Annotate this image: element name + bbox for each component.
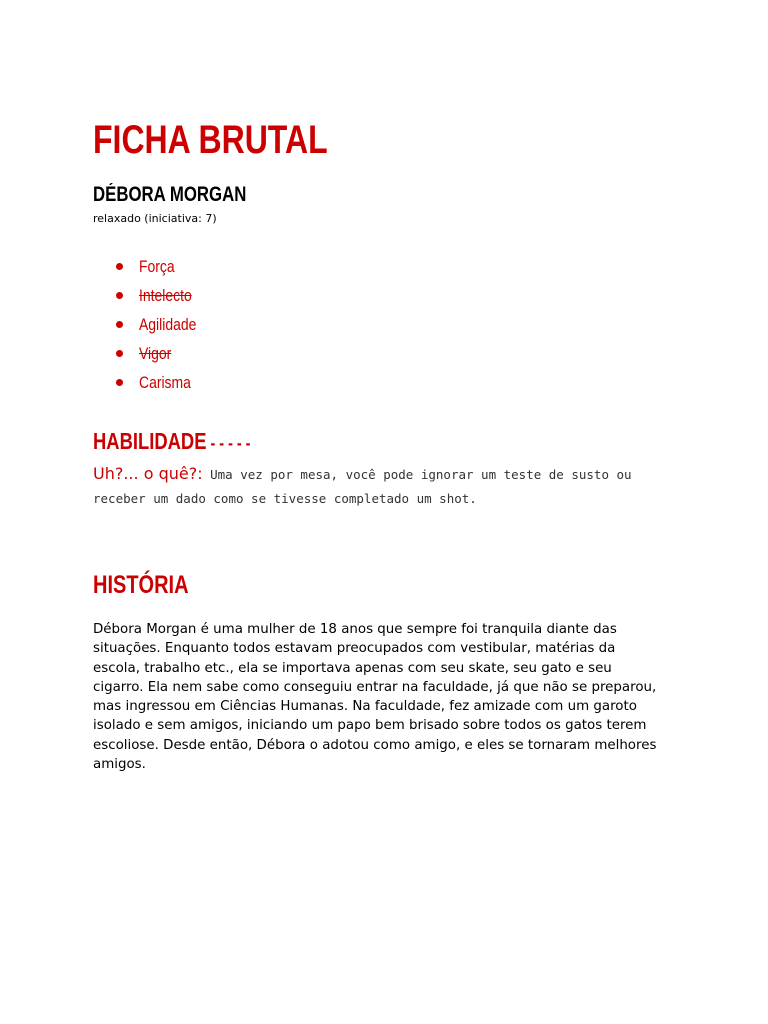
ability-heading-dashes: - - - - - [206,433,251,453]
attribute-list [112,252,209,397]
attribute-item-intelecto [112,281,209,310]
attribute-label: Intelecto [139,286,192,305]
attribute-item-carisma [112,368,209,397]
attribute-item-vigor [112,339,209,368]
attribute-label: Vigor [139,344,172,363]
history-line: cigarro. Ela nem sabe como conseguiu entrar na faculdade, já que não se preparou, [93,679,657,695]
attribute-item-forca [112,252,209,281]
sheet-title: FICHA BRUTAL [93,118,328,162]
history-line: escoliose. Desde então, Débora o adotou como amigo, e eles se tornaram melhores [93,737,657,753]
ability-description-line: receber um dado como se tivesse completado um shot. [93,491,477,506]
history-line: isolado e sem amigos, iniciando um papo bem brisado sobre todos os gatos terem [93,718,647,734]
attribute-label: Força [139,257,175,276]
ability-heading [93,428,250,456]
ability-block [93,462,693,511]
ability-line [93,462,693,487]
history-line: situações. Enquanto todos estavam preocupados com vestibular, matérias da [93,641,616,657]
attribute-item-agilidade [112,310,209,339]
history-line: Débora Morgan é uma mulher de 18 anos que sempre foi tranquila diante das [93,622,617,637]
character-initiative: relaxado (iniciativa: 7) [93,212,217,225]
history-line: escola, trabalho etc., ela se importava apenas com seu skate, seu gato e seu [93,660,612,676]
ability-name: Uh?... o quê?: [93,464,203,483]
history-line: amigos. [93,757,146,773]
bullet-icon [116,263,123,270]
bullet-icon [116,292,123,299]
attribute-label: Carisma [139,373,191,392]
ability-description-line: Uma vez por mesa, você pode ignorar um teste de susto ou [210,467,632,482]
history-paragraph [93,620,693,774]
history-heading: HISTÓRIA [93,571,189,599]
bullet-icon [116,321,123,328]
bullet-icon [116,350,123,357]
ability-heading-text: HABILIDADE [93,428,207,454]
attribute-label: Agilidade [139,315,197,334]
bullet-icon [116,379,123,386]
character-name: DÉBORA MORGAN [93,183,247,206]
history-line: mas ingressou em Ciências Humanas. Na faculdade, fez amizade com um garoto [93,699,637,715]
